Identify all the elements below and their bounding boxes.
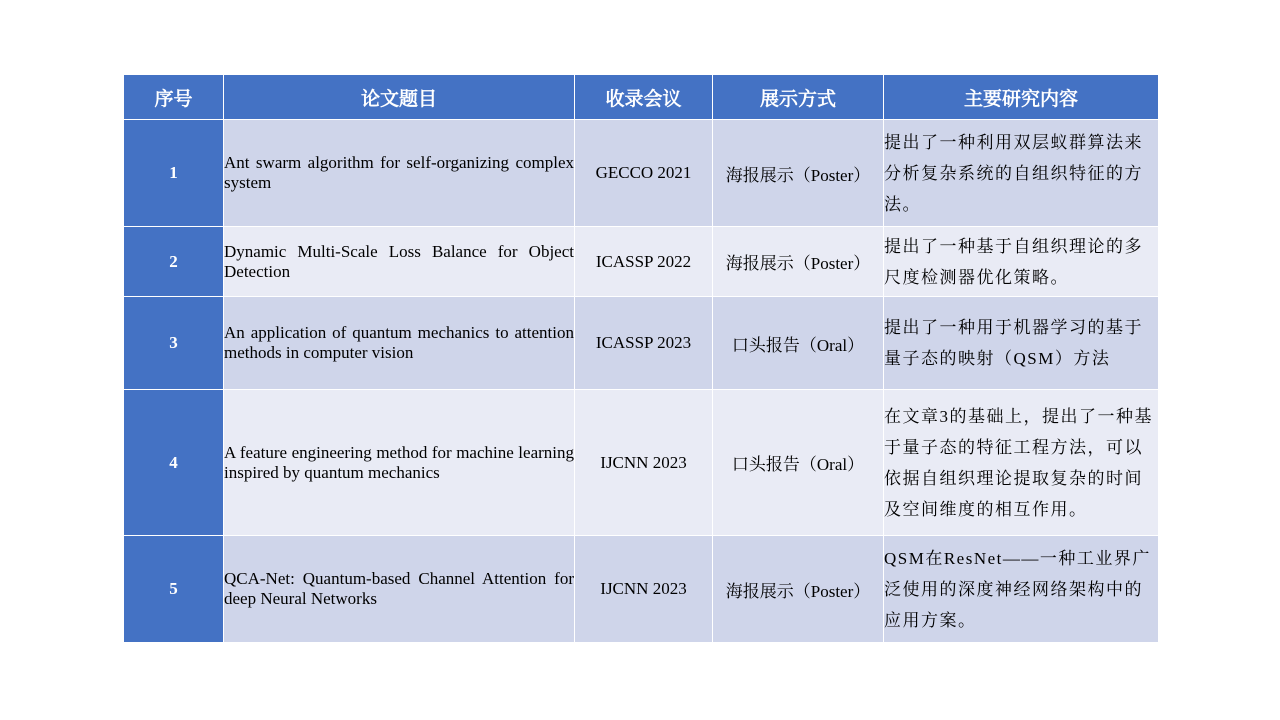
row-index: 3 <box>124 297 224 390</box>
presentation-type: 海报展示（Poster） <box>713 227 884 297</box>
table-row <box>124 390 1159 536</box>
presentation-type: 口头报告（Oral） <box>713 297 884 390</box>
research-content: 提出了一种用于机器学习的基于量子态的映射（QSM）方法 <box>884 297 1159 390</box>
research-content: QSM在ResNet——一种工业界广泛使用的深度神经网络架构中的应用方案。 <box>884 536 1159 643</box>
conference: ICASSP 2023 <box>575 297 713 390</box>
header-title: 论文题目 <box>224 75 575 120</box>
presentation-type: 海报展示（Poster） <box>713 536 884 643</box>
row-index: 5 <box>124 536 224 643</box>
header-row <box>124 75 1159 120</box>
conference: ICASSP 2022 <box>575 227 713 297</box>
paper-title: An application of quantum mechanics to attention methods in computer vision <box>224 297 575 390</box>
row-index: 2 <box>124 227 224 297</box>
conference: IJCNN 2023 <box>575 390 713 536</box>
paper-title: Ant swarm algorithm for self-organizing complex system <box>224 120 575 227</box>
table-row <box>124 120 1159 227</box>
table-row <box>124 536 1159 643</box>
table-row <box>124 297 1159 390</box>
header-presentation: 展示方式 <box>713 75 884 120</box>
conference: IJCNN 2023 <box>575 536 713 643</box>
paper-title: QCA-Net: Quantum-based Channel Attention for deep Neural Networks <box>224 536 575 643</box>
header-conference: 收录会议 <box>575 75 713 120</box>
research-content: 提出了一种利用双层蚁群算法来分析复杂系统的自组织特征的方法。 <box>884 120 1159 227</box>
presentation-type: 口头报告（Oral） <box>713 390 884 536</box>
research-content: 提出了一种基于自组织理论的多尺度检测器优化策略。 <box>884 227 1159 297</box>
table-body <box>124 120 1159 643</box>
row-index: 4 <box>124 390 224 536</box>
header-content: 主要研究内容 <box>884 75 1159 120</box>
research-content: 在文章3的基础上，提出了一种基于量子态的特征工程方法，可以依据自组织理论提取复杂的时间及空间维度的相互作用。 <box>884 390 1159 536</box>
conference: GECCO 2021 <box>575 120 713 227</box>
papers-table <box>123 74 1159 643</box>
table-header <box>124 75 1159 120</box>
table-row <box>124 227 1159 297</box>
header-index: 序号 <box>124 75 224 120</box>
row-index: 1 <box>124 120 224 227</box>
paper-title: A feature engineering method for machine learning inspired by quantum mechanics <box>224 390 575 536</box>
paper-title: Dynamic Multi-Scale Loss Balance for Object Detection <box>224 227 575 297</box>
presentation-type: 海报展示（Poster） <box>713 120 884 227</box>
